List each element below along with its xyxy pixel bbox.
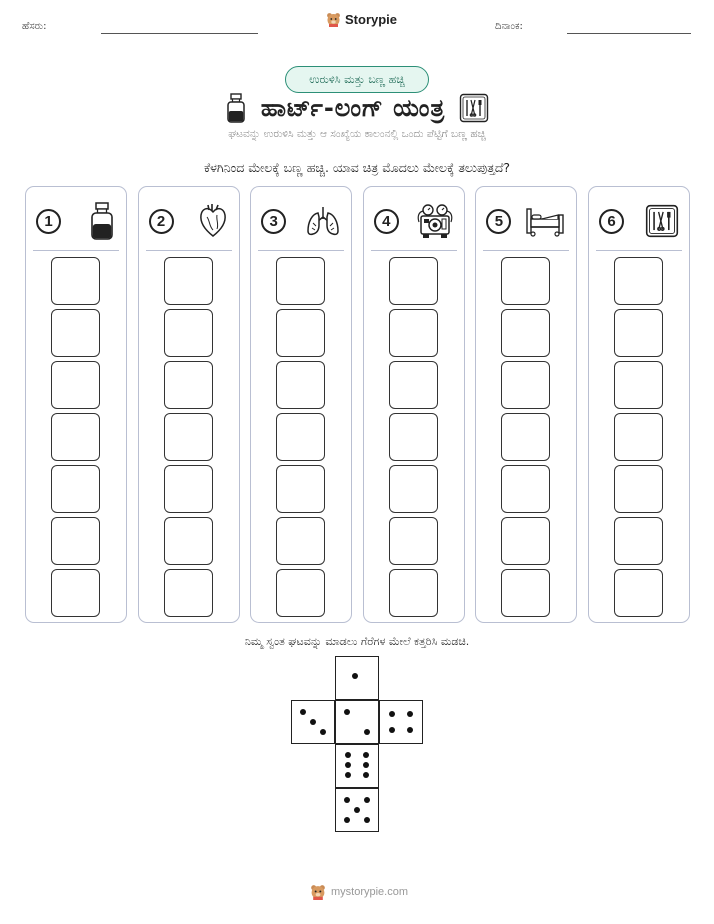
die-pip	[352, 673, 358, 679]
die-pip	[364, 729, 370, 735]
color-box[interactable]	[614, 257, 663, 305]
color-box[interactable]	[164, 413, 213, 461]
heart-lung-machine-icon	[416, 202, 454, 240]
color-box[interactable]	[164, 361, 213, 409]
column-header	[261, 199, 341, 243]
column-header	[374, 199, 454, 243]
date-label: ದಿನಾಂಕ:	[495, 21, 523, 32]
surgical-tools-icon	[459, 93, 489, 123]
color-box[interactable]	[501, 309, 550, 357]
color-box[interactable]	[276, 309, 325, 357]
column-number: 6	[599, 209, 624, 234]
bear-mascot-icon	[326, 12, 341, 27]
color-box[interactable]	[164, 309, 213, 357]
name-field-line[interactable]	[101, 33, 258, 34]
color-box[interactable]	[389, 413, 438, 461]
bear-mascot-icon	[310, 884, 326, 900]
column-2	[138, 186, 240, 623]
color-box[interactable]	[276, 413, 325, 461]
color-box[interactable]	[501, 569, 550, 617]
die-instruction: ನಿಮ್ಮ ಸ್ವಂತ ಘಟವನ್ನು ಮಾಡಲು ಗೆರೆಗಳ ಮೇಲೆ ಕತ್ತರಿಸಿ ಮಡಚಿ.	[244, 635, 470, 648]
footer	[310, 884, 408, 900]
die-pip	[354, 807, 360, 813]
surgical-tools-icon	[645, 204, 679, 238]
column-number: 3	[261, 209, 286, 234]
color-box[interactable]	[51, 257, 100, 305]
column-number: 4	[374, 209, 399, 234]
color-box[interactable]	[164, 465, 213, 513]
color-box[interactable]	[389, 569, 438, 617]
die-face-3	[291, 700, 335, 744]
column-5	[475, 186, 577, 623]
column-header	[36, 199, 116, 243]
color-box[interactable]	[614, 361, 663, 409]
die-pip	[344, 797, 350, 803]
color-box[interactable]	[51, 361, 100, 409]
medicine-vial-icon	[88, 202, 116, 240]
die-pip	[310, 719, 316, 725]
die-face-4	[379, 700, 423, 744]
die-face-2	[335, 700, 379, 744]
color-box[interactable]	[389, 257, 438, 305]
subtitle: ಘಟವನ್ನು ಉರುಳಿಸಿ ಮತ್ತು ಆ ಸಂಖ್ಯೆಯ ಕಾಲಂನಲ್ಲಿ ಒಂದು ಪೆಟ್ಟಿಗೆ ಬಣ್ಣ ಹಚ್ಚಿ	[228, 128, 486, 140]
column-header	[599, 199, 679, 243]
color-box[interactable]	[276, 517, 325, 565]
color-box[interactable]	[501, 361, 550, 409]
color-box[interactable]	[389, 309, 438, 357]
column-number: 1	[36, 209, 61, 234]
color-box[interactable]	[614, 413, 663, 461]
die-pip	[300, 709, 306, 715]
race-columns	[25, 186, 690, 623]
column-number: 5	[486, 209, 511, 234]
color-box[interactable]	[501, 257, 550, 305]
color-box[interactable]	[389, 517, 438, 565]
footer-url[interactable]: mystorypie.com	[331, 886, 409, 898]
die-pip	[344, 709, 350, 715]
color-box[interactable]	[276, 257, 325, 305]
column-1	[25, 186, 127, 623]
color-box[interactable]	[51, 517, 100, 565]
color-box[interactable]	[51, 413, 100, 461]
die-pip	[407, 727, 413, 733]
column-number: 2	[149, 209, 174, 234]
column-header	[149, 199, 229, 243]
die-pip	[345, 762, 351, 768]
column-3	[250, 186, 352, 623]
color-box[interactable]	[164, 569, 213, 617]
column-6	[588, 186, 690, 623]
title-row	[0, 90, 714, 126]
question: ಕೆಳಗಿನಿಂದ ಮೇಲಕ್ಕೆ ಬಣ್ಣ ಹಚ್ಚಿ. ಯಾವ ಚಿತ್ರ ಮೊದಲು ಮೇಲಕ್ಕೆ ತಲುಪುತ್ತದೆ?	[203, 160, 511, 175]
color-box[interactable]	[51, 309, 100, 357]
die-pip	[364, 797, 370, 803]
brand-name: Storypie	[345, 12, 398, 27]
die-pip	[345, 752, 351, 758]
color-box[interactable]	[614, 569, 663, 617]
color-box[interactable]	[389, 465, 438, 513]
column-4	[363, 186, 465, 623]
page-title: ಹಾರ್ಟ್-ಲಂಗ್ ಯಂತ್ರ	[260, 94, 446, 122]
medicine-vial-icon	[225, 93, 247, 123]
color-box[interactable]	[51, 465, 100, 513]
lungs-icon	[305, 205, 341, 237]
color-box[interactable]	[501, 465, 550, 513]
color-box[interactable]	[51, 569, 100, 617]
name-label: ಹೆಸರು:	[22, 21, 47, 32]
heart-icon	[197, 203, 229, 239]
die-pip	[363, 762, 369, 768]
die-pip	[407, 711, 413, 717]
date-field-line[interactable]	[567, 33, 691, 34]
color-box[interactable]	[614, 465, 663, 513]
die-face-1	[335, 656, 379, 700]
color-box[interactable]	[276, 361, 325, 409]
die-pip	[364, 817, 370, 823]
color-box[interactable]	[614, 517, 663, 565]
die-pip	[389, 727, 395, 733]
activity-type-label: ಉರುಳಿಸಿ ಮತ್ತು ಬಣ್ಣ ಹಚ್ಚಿ	[309, 72, 405, 86]
brand-logo	[326, 12, 397, 27]
color-box[interactable]	[164, 257, 213, 305]
color-box[interactable]	[276, 465, 325, 513]
color-box[interactable]	[164, 517, 213, 565]
color-box[interactable]	[389, 361, 438, 409]
die-face-5	[335, 788, 379, 832]
die-pip	[320, 729, 326, 735]
die-pip	[345, 772, 351, 778]
die-pip	[344, 817, 350, 823]
color-box[interactable]	[501, 517, 550, 565]
die-face-6	[335, 744, 379, 788]
column-header	[486, 199, 566, 243]
die-pip	[363, 772, 369, 778]
color-box[interactable]	[276, 569, 325, 617]
die-pip	[389, 711, 395, 717]
die-net	[290, 656, 424, 836]
color-box[interactable]	[501, 413, 550, 461]
color-box[interactable]	[614, 309, 663, 357]
activity-type-pill	[285, 66, 429, 93]
hospital-bed-icon	[524, 205, 566, 237]
die-pip	[363, 752, 369, 758]
